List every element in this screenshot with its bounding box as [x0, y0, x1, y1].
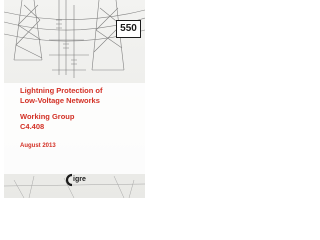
- logo-wordmark: igre: [73, 176, 86, 183]
- document-number-badge: 550: [116, 20, 141, 38]
- working-group-label: Working Group: [20, 112, 75, 121]
- cover-page: [0, 0, 149, 198]
- title-line-2: Low-Voltage Networks: [20, 96, 100, 105]
- title-line-1: Lightning Protection of: [20, 86, 103, 95]
- working-group-code: C4.408: [20, 122, 45, 131]
- publication-date: August 2013: [20, 143, 56, 149]
